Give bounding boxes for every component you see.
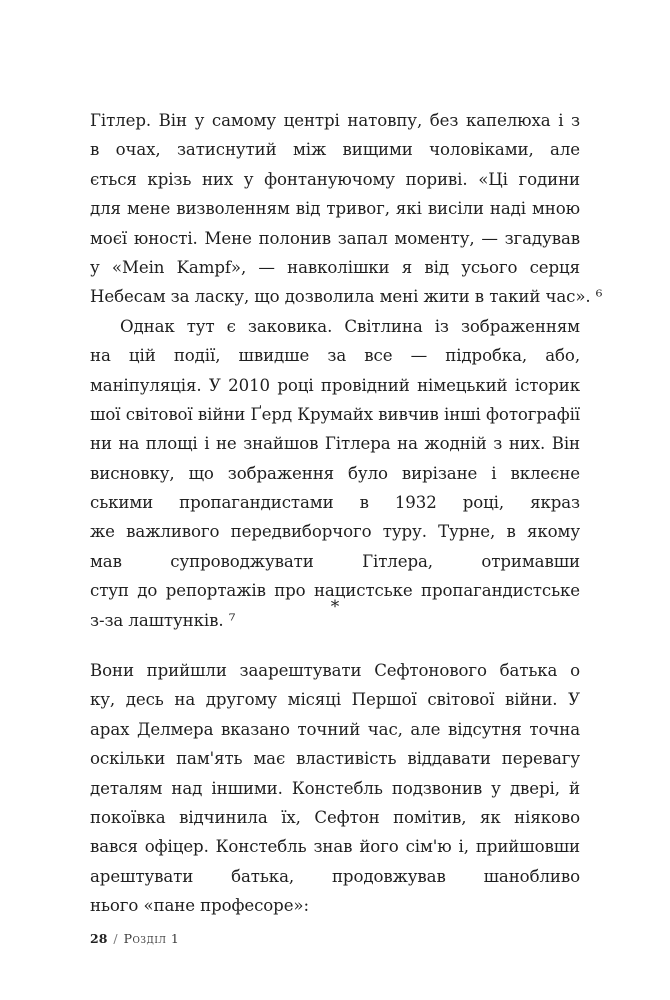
text-line: Вони прийшли заарештувати Сефтонового батька о [90, 661, 580, 680]
text-line: на цій події, швидше за все — підробка, або, [90, 346, 580, 366]
chapter-label: Розділ 1 [123, 931, 180, 946]
text-block-bottom [90, 656, 580, 921]
text-line: арах Делмера вказано точний час, але відсутня точна [90, 719, 580, 739]
text-line: нього «пане професоре»: [90, 896, 309, 916]
paragraph-1 [90, 106, 603, 312]
paragraph-2 [90, 312, 580, 635]
text-line: ни на площі і не знайшов Гітлера на жодній з них. Він [90, 434, 580, 454]
paragraph-3 [90, 656, 580, 921]
text-line: висновку, що зображення було вирізане і вклеєне [90, 463, 580, 483]
text-line: ку, десь на другому місяці Першої світової війни. У [90, 690, 580, 710]
text-line: моєї юності. Мене полонив запал моменту, — згадував [90, 228, 580, 248]
page-footer [90, 931, 179, 946]
section-separator: * [330, 597, 340, 617]
text-line: Гітлер. Він у самому центрі натовпу, без капелюха і з [90, 111, 580, 130]
text-line: ступ до репортажів про нацистське пропагандистське [90, 581, 580, 601]
text-block-top [90, 106, 603, 635]
text-line: у «Mein Kampf», — навколішки я від усього серця [90, 257, 580, 277]
text-line: з-за лаштунків. ⁷ [90, 610, 236, 630]
text-line: для мене визволенням від тривог, які висіли наді мною [90, 199, 580, 219]
text-line: в очах, затиснутий між вищими чоловіками, але [90, 140, 580, 160]
page-number: 28 [90, 931, 108, 946]
text-line: оскільки пам'ять має властивість віддавати перевагу [90, 749, 580, 769]
text-line: Однак тут є заковика. Світлина із зображенням [120, 316, 580, 336]
text-line: арештувати батька, продовжував шанобливо [90, 866, 580, 886]
text-line: ськими пропагандистами в 1932 році, якраз [90, 493, 580, 513]
text-line: шої світової війни Ґерд Крумайх вивчив інші фотографії [90, 404, 580, 424]
text-line: вався офіцер. Констебль знав його сім'ю і, прийшовши [90, 837, 580, 857]
text-line: же важливого передвиборчого туру. Турне, в якому [90, 522, 580, 542]
text-line: маніпуляція. У 2010 році провідний німецький історик [90, 375, 580, 395]
text-line: Небесам за ласку, що дозволила мені жити в такий час». ⁶ [90, 287, 603, 307]
text-line: мав супроводжувати Гітлера, отримавши [90, 551, 580, 571]
text-line: покоївка відчинила їх, Сефтон помітив, як ніяково [90, 807, 580, 827]
footer-separator: / [113, 931, 118, 946]
text-line: деталям над іншими. Констебль подзвонив у двері, й [90, 778, 580, 798]
text-line: ється крізь них у фонтануючому пориві. «Ці години [90, 169, 580, 189]
